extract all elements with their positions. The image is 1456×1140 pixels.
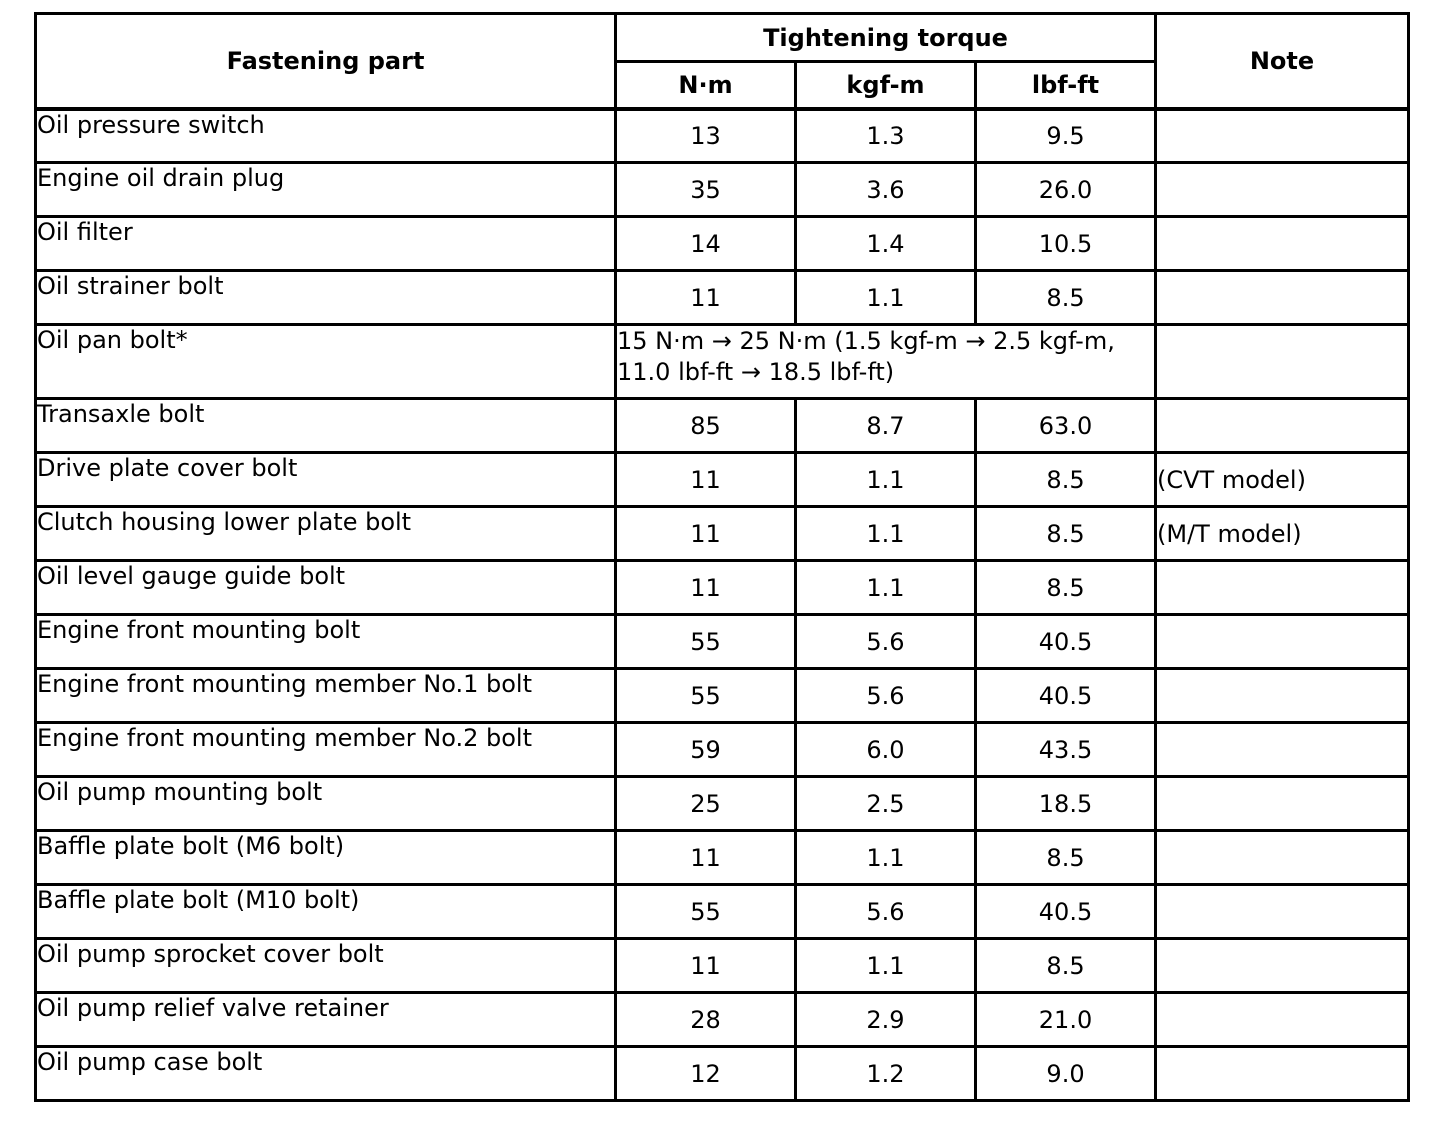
fastening-part-header: Fastening part [36,14,616,109]
lbfft-cell: 8.5 [976,831,1156,885]
nm-cell: 55 [616,615,796,669]
note-cell [1156,325,1409,399]
nm-cell: 35 [616,163,796,217]
note-cell [1156,777,1409,831]
tightening-torque-header: Tightening torque [616,14,1156,62]
lbfft-cell: 8.5 [976,507,1156,561]
note-cell [1156,615,1409,669]
table-row [36,163,1409,217]
kgfm-cell: 6.0 [796,723,976,777]
part-cell: Clutch housing lower plate bolt [36,507,616,561]
note-cell [1156,399,1409,453]
kgfm-cell: 5.6 [796,615,976,669]
part-cell: Oil pump mounting bolt [36,777,616,831]
note-cell [1156,939,1409,993]
lbfft-cell: 8.5 [976,453,1156,507]
kgfm-cell: 5.6 [796,669,976,723]
lbfft-cell: 8.5 [976,271,1156,325]
lbfft-cell: 9.5 [976,109,1156,163]
nm-cell: 12 [616,1047,796,1101]
part-cell: Oil pump case bolt [36,1047,616,1101]
part-cell: Engine front mounting bolt [36,615,616,669]
part-cell: Drive plate cover bolt [36,453,616,507]
nm-cell: 28 [616,993,796,1047]
note-cell [1156,163,1409,217]
lbfft-cell: 8.5 [976,939,1156,993]
nm-cell: 11 [616,831,796,885]
kgfm-cell: 1.1 [796,507,976,561]
part-cell: Oil strainer bolt [36,271,616,325]
nm-cell: 14 [616,217,796,271]
part-cell: Baffle plate bolt (M10 bolt) [36,885,616,939]
lbfft-cell: 43.5 [976,723,1156,777]
note-cell [1156,669,1409,723]
note-cell [1156,885,1409,939]
kgfm-cell: 3.6 [796,163,976,217]
part-cell: Oil pump sprocket cover bolt [36,939,616,993]
kgfm-cell: 8.7 [796,399,976,453]
header-row-top [36,14,1409,62]
table-row [36,507,1409,561]
note-cell [1156,993,1409,1047]
note-cell [1156,561,1409,615]
part-cell: Engine front mounting member No.1 bolt [36,669,616,723]
nm-cell: 55 [616,669,796,723]
nm-cell: 11 [616,561,796,615]
note-header: Note [1156,14,1409,109]
lbfft-cell: 40.5 [976,885,1156,939]
torque-spec-cell: 15 N·m → 25 N·m (1.5 kgf-m → 2.5 kgf-m, 11.0 lbf-ft → 18.5 lbf-ft) [616,325,1156,399]
unit-kgfm-header: kgf-m [796,62,976,109]
note-cell [1156,217,1409,271]
part-cell: Engine oil drain plug [36,163,616,217]
part-cell: Baffle plate bolt (M6 bolt) [36,831,616,885]
part-cell: Oil pressure switch [36,109,616,163]
table-row [36,325,1409,399]
table-row [36,777,1409,831]
kgfm-cell: 1.2 [796,1047,976,1101]
lbfft-cell: 9.0 [976,1047,1156,1101]
kgfm-cell: 1.4 [796,217,976,271]
lbfft-cell: 21.0 [976,993,1156,1047]
table-row [36,561,1409,615]
table-row [36,453,1409,507]
table-row [36,723,1409,777]
lbfft-cell: 10.5 [976,217,1156,271]
table-row [36,669,1409,723]
table-row [36,109,1409,163]
nm-cell: 11 [616,453,796,507]
table-row [36,1047,1409,1101]
note-cell [1156,109,1409,163]
part-cell: Transaxle bolt [36,399,616,453]
part-cell: Oil filter [36,217,616,271]
kgfm-cell: 2.9 [796,993,976,1047]
nm-cell: 85 [616,399,796,453]
lbfft-cell: 40.5 [976,669,1156,723]
kgfm-cell: 1.1 [796,939,976,993]
note-cell: (M/T model) [1156,507,1409,561]
lbfft-cell: 63.0 [976,399,1156,453]
nm-cell: 11 [616,939,796,993]
nm-cell: 25 [616,777,796,831]
kgfm-cell: 2.5 [796,777,976,831]
note-cell [1156,1047,1409,1101]
lbfft-cell: 40.5 [976,615,1156,669]
lbfft-cell: 18.5 [976,777,1156,831]
note-cell [1156,723,1409,777]
table-row [36,993,1409,1047]
nm-cell: 55 [616,885,796,939]
torque-table [34,12,1410,1102]
part-cell: Oil level gauge guide bolt [36,561,616,615]
table-row [36,217,1409,271]
note-cell [1156,271,1409,325]
nm-cell: 11 [616,271,796,325]
lbfft-cell: 8.5 [976,561,1156,615]
kgfm-cell: 5.6 [796,885,976,939]
table-row [36,615,1409,669]
part-cell: Oil pan bolt* [36,325,616,399]
unit-lbfft-header: lbf-ft [976,62,1156,109]
table-row [36,939,1409,993]
part-cell: Oil pump relief valve retainer [36,993,616,1047]
nm-cell: 13 [616,109,796,163]
table-row [36,399,1409,453]
table-row [36,885,1409,939]
kgfm-cell: 1.3 [796,109,976,163]
lbfft-cell: 26.0 [976,163,1156,217]
kgfm-cell: 1.1 [796,831,976,885]
table-row [36,831,1409,885]
unit-nm-header: N·m [616,62,796,109]
nm-cell: 59 [616,723,796,777]
note-cell: (CVT model) [1156,453,1409,507]
kgfm-cell: 1.1 [796,271,976,325]
part-cell: Engine front mounting member No.2 bolt [36,723,616,777]
kgfm-cell: 1.1 [796,453,976,507]
table-row [36,271,1409,325]
nm-cell: 11 [616,507,796,561]
kgfm-cell: 1.1 [796,561,976,615]
note-cell [1156,831,1409,885]
